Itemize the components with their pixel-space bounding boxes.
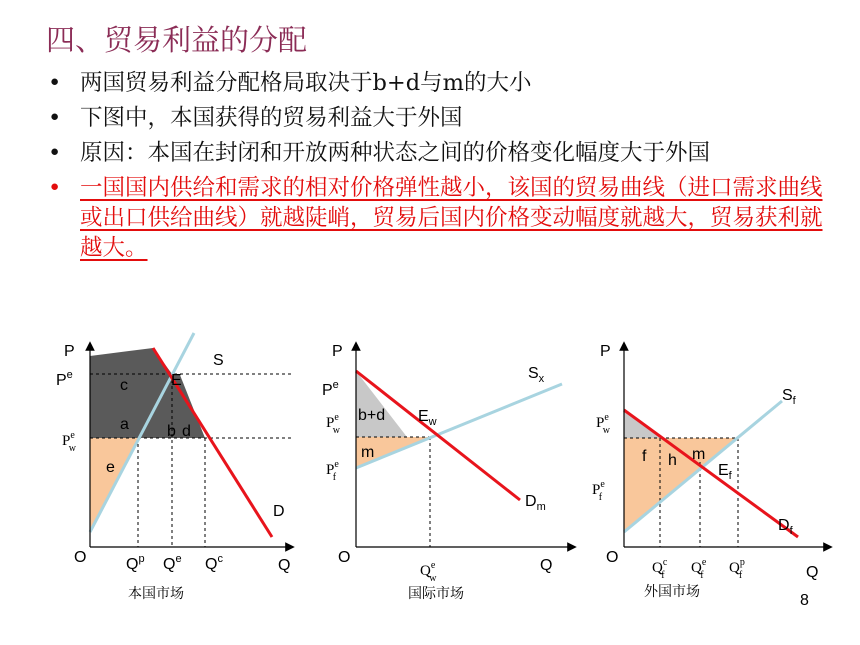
world-pe-label: $P^e$ [322, 379, 339, 399]
world-import-demand-label: $D_m$ [525, 493, 546, 513]
foreign-pwe-label: $P^e$ w [596, 412, 611, 436]
home-qc-label: $Q^c$ [205, 553, 223, 573]
home-pwe-label: $P^e$ w [62, 430, 77, 454]
world-export-supply-label: $S_x$ [528, 365, 545, 385]
foreign-supply-label: $S_f$ [782, 387, 796, 407]
world-market-diagram [322, 343, 572, 602]
world-qwe-label: $Q^e$ w [420, 560, 437, 584]
world-area-m-label: m [361, 444, 375, 461]
home-supply-label: S [213, 352, 224, 369]
home-origin-label: O [74, 549, 87, 566]
home-q-label: Q [278, 557, 291, 574]
foreign-pfe-label: $P^e$ f [592, 479, 605, 503]
slide-title: 四、贸易利益的分配 [46, 23, 308, 57]
foreign-equilibrium-label: $E_f$ [718, 462, 732, 482]
foreign-p-label: P [600, 343, 611, 360]
home-caption: 本国市场 [128, 586, 184, 602]
bullet-text: 两国贸易利益分配格局取决于b+d与m的大小 [80, 70, 532, 96]
home-area-c-label: c [120, 377, 128, 394]
home-area-a-label: a [120, 416, 129, 433]
home-p-label: P [64, 343, 75, 360]
bullet-marker: • [48, 70, 62, 96]
foreign-qfc-label: $Q^c$ f [652, 557, 668, 581]
home-area-b-label: b [167, 423, 176, 440]
foreign-caption: 外国市场 [644, 584, 700, 600]
world-pfe-label: $P^e$ f [326, 459, 339, 483]
world-p-label: P [332, 343, 343, 360]
home-qe-label: $Q^e$ [163, 553, 182, 573]
world-pwe-label: $P^e$ w [326, 412, 341, 436]
foreign-qfp-label: $Q^p$ f [729, 557, 745, 581]
world-area-bd-label: b+d [358, 407, 386, 424]
bullet-text: 下图中，本国获得的贸易利益大于外国 [80, 105, 463, 131]
bullet-text: 原因：本国在封闭和开放两种状态之间的价格变化幅度大于外国 [80, 140, 711, 166]
home-pe-label: $P^e$ [56, 369, 73, 389]
foreign-area-h-label: h [668, 452, 677, 469]
home-area-e-label: e [106, 459, 115, 476]
bullet-text: 一国国内供给和需求的相对价格弹性越小，该国的贸易曲线（进口需求曲线或出口供给曲线）就越陡峭，贸易后国内价格变动幅度就越大，贸易获利就越大。 [80, 175, 823, 261]
foreign-market-diagram [592, 343, 828, 600]
bullet-marker: • [48, 175, 62, 201]
home-market-diagram [56, 333, 292, 602]
world-equilibrium-label: $E_w$ [418, 408, 437, 428]
foreign-area-f-label: f [642, 448, 647, 465]
foreign-q-label: Q [806, 564, 819, 581]
foreign-area-m-label: m [692, 446, 706, 463]
foreign-origin-label: O [606, 549, 619, 566]
area-c-a [90, 348, 172, 438]
page-number: 8 [800, 592, 809, 609]
world-q-label: Q [540, 557, 553, 574]
home-area-d-label: d [182, 423, 191, 440]
home-equilibrium-label: E [171, 372, 182, 389]
bullet-marker: • [48, 105, 62, 131]
foreign-demand-label: $D_f$ [778, 517, 793, 537]
world-caption: 国际市场 [408, 586, 464, 602]
world-origin-label: O [338, 549, 351, 566]
foreign-qfe-label: $Q^e$ f [691, 557, 707, 581]
home-qp-label: $Q^p$ [126, 553, 145, 573]
bullet-marker: • [48, 140, 62, 166]
home-demand-label: D [273, 503, 285, 520]
